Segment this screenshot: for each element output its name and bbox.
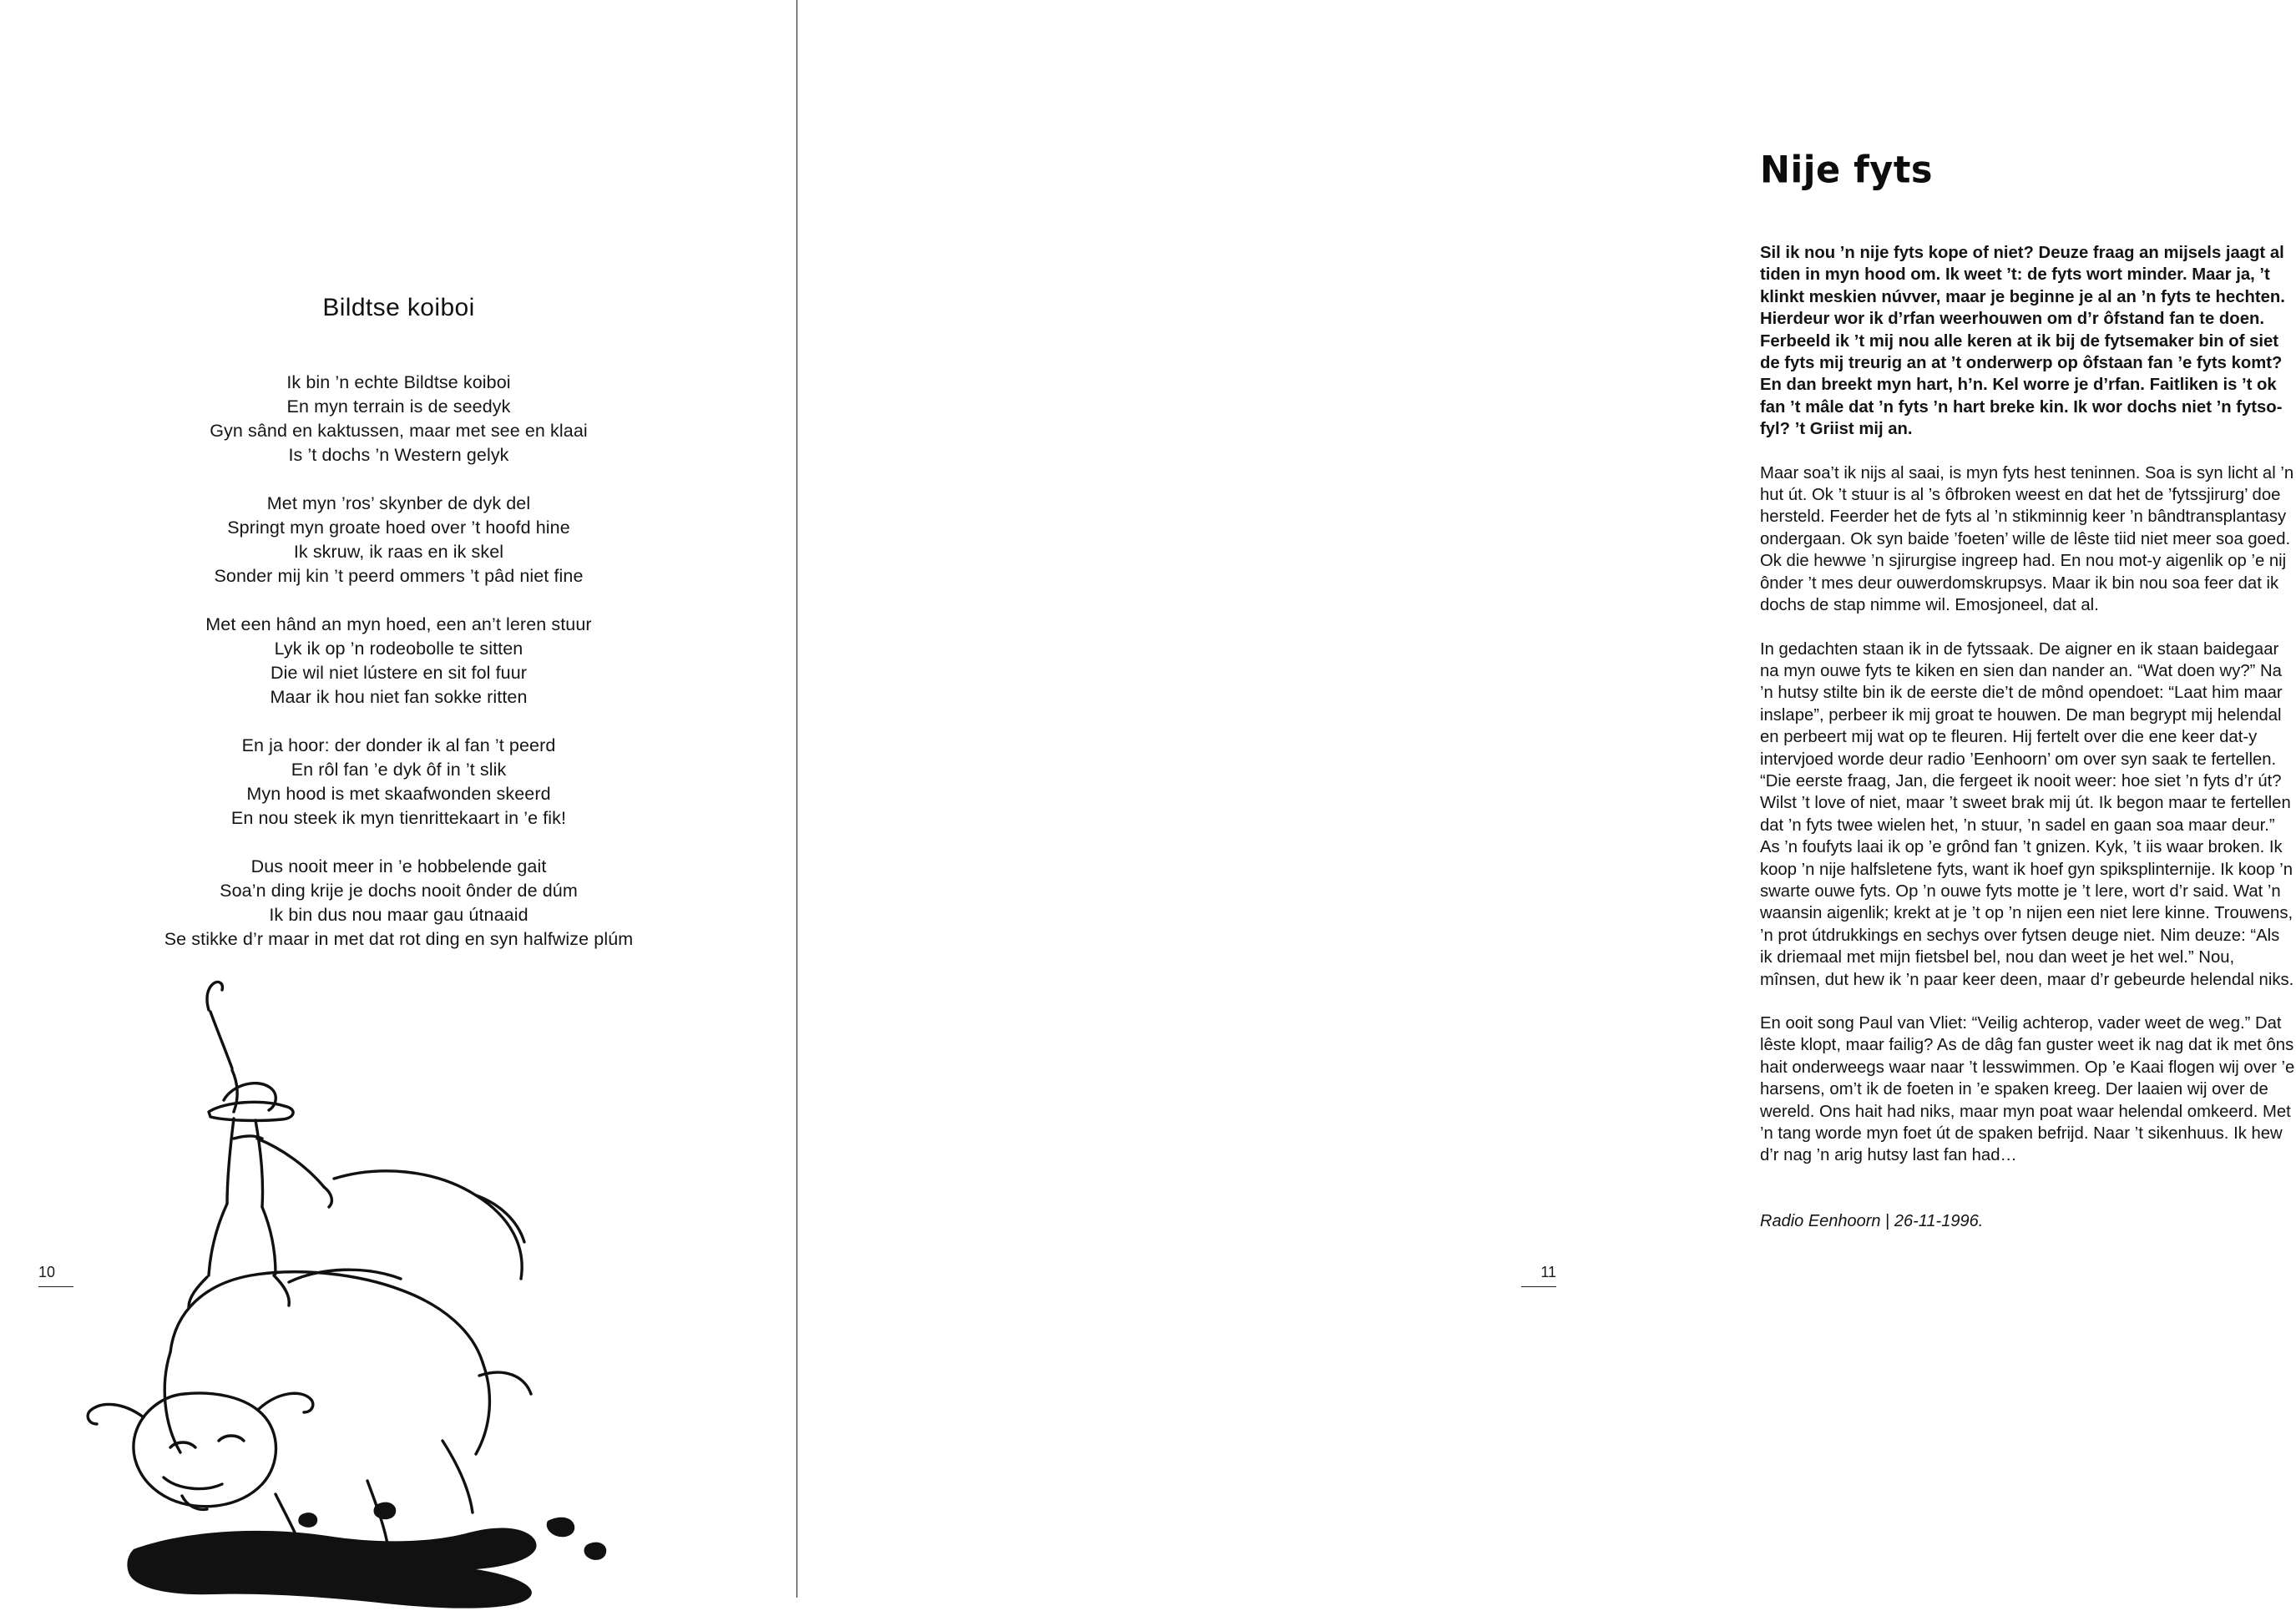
poem-stanza	[0, 371, 797, 467]
article-title: Nije fyts	[1760, 149, 1933, 192]
article-paragraph: Maar soa’t ik nijs al saai, is myn fyts hest teninnen. Soa is syn licht al ’n hut út. Ok ’t stuur is al ’s ôfbroken weest en dat het de ’fytssjirurg’ doe hersteld. Feerder het de fyts al ’n stikminnig keer ’n bândtransplantasy ondergaan. Ok syn baide ’foeten’ wille de lêste tiid niet meer soa goed. Ok die hewwe ’n sjirurgise ingreep had. En nou mot-y aigenlik op ’e nij ônder ’t mes deur ouwerdomskrupsys. Maar ik bin nou soa feer dat ik dochs de stap nimme wil. Emosjoneel, dat al.	[1760, 463, 2294, 615]
article-paragraph: Sil ik nou ’n nije fyts kope of niet? Deuze fraag an mijsels jaagt al tiden in myn hood om. Ik weet ’t: de fyts wort minder. Maar ja, ’t klinkt meskien núvver, maar je beginne je al an ’n fyts te hechten. Hierdeur wor ik d’rfan weerhouwen om d’r ôfstand fan te doen. Ferbeeld ik ’t mij nou alle keren at ik bij de fytsemaker bin of siet de fyts mij treurig an at ’t onderwerp op ôfstaan fan ’e fyts komt? En dan breekt myn hart, h’n. Kel worre je d’rfan. Faitliken is ’t ok fan ’t mâle dat ’n fyts ’n hart breke kin. Ik wor dochs niet ’n fytso-fyl? ’t Griist mij an.	[1760, 244, 2285, 439]
left-page	[0, 0, 797, 1598]
article-paragraph: In gedachten staan ik in de fytssaak. De aigner en ik staan baidegaar na myn ouwe fyts te kiken en sien dan nander an. “Wat doen wy?” Na ’n hutsy stilte bin ik de eerste die’t de mônd opendoet: “Laat him maar inslape”, perbeer ik mij groat te houwen. De man begrypt mij helendal en perbeert mij wat op te fleuren. Hij fertelt over die ene keer dat-y intervjoed worde deur radio ’Eenhoorn’ om over syn saak te fertellen. “Die eerste fraag, Jan, die fergeet ik nooit weer: hoe siet ’n fyts d’r út? Wilst ’t love of niet, maar ’t sweet brak mij út. Ik begon maar te fertellen dat ’n fyts twee wielen het, ’n stuur, ’n sadel en gaan soa maar deur.” As ’n foufyts laai ik op ’e grônd fan ’t gnizen. Kyk, ’t iis waar broken. Ik koop ’n nije halfsletene fyts, want ik hoef gyn spiksplinternije. Ik koop ’n swarte ouwe fyts. Op ’n ouwe fyts motte je ’t lere, wort d’r said. Wat ’n waansin aigenlik; krekt at je ’t op ’n nijen een niet lere kinne. Trouwens, ’n prot útdrukkings en sechys over fytsen deuge niet. Nim deuze: “Als ik driemaal met mijn fietsbel bel, nou dan weet je het wel.” Nou, mînsen, dut hew ik ’n paar keer deen, maar d’r gebeurde helendal niks.	[1760, 639, 2294, 989]
poem-line: Ik bin dus nou maar gau útnaaid	[269, 905, 528, 925]
rodeo-bull-rider-illustration	[83, 960, 651, 1611]
poem-stanza	[0, 492, 797, 588]
poem-line: Se stikke d’r maar in met dat rot ding en syn halfwize plúm	[164, 929, 634, 949]
poem-line: Myn hood is met skaafwonden skeerd	[246, 784, 551, 804]
poem-line: Ik skruw, ik raas en ik skel	[293, 542, 504, 562]
credit-separator: |	[1885, 1211, 1890, 1230]
poem-line: Met een hând an myn hoed, een an’t leren stuur	[205, 614, 592, 634]
poem-line: Maar ik hou niet fan sokke ritten	[270, 687, 528, 707]
poem-line: Soa’n ding krije je dochs nooit ônder de dúm	[220, 881, 578, 901]
poem-line: En rôl fan ’e dyk ôf in ’t slik	[291, 760, 507, 780]
poem-line: Ik bin ’n echte Bildtse koiboi	[286, 372, 511, 392]
poem-line: Dus nooit meer in ’e hobbelende gait	[250, 856, 547, 876]
right-page	[797, 0, 2295, 1598]
poem-line: Met myn ’ros’ skynber de dyk del	[266, 493, 531, 513]
poem-line: Die wil niet lústere en sit fol fuur	[270, 663, 528, 683]
poem-line: Springt myn groate hoed over ’t hoofd hine	[227, 518, 570, 538]
poem-line: En nou steek ik myn tienrittekaart in ’e fik!	[230, 808, 567, 828]
credit-source: Radio Eenhoorn	[1760, 1211, 1881, 1230]
poem-line: Lyk ik op ’n rodeobolle te sitten	[274, 639, 523, 659]
poem-line: Gyn sând en kaktussen, maar met see en klaai	[210, 421, 588, 441]
credit-date: 26-11-1996.	[1894, 1211, 1984, 1230]
page-number-right: 11	[1521, 1264, 1556, 1287]
poem-stanza	[0, 613, 797, 710]
poem-title: Bildtse koiboi	[322, 294, 475, 321]
poem-line: En myn terrain is de seedyk	[286, 396, 511, 417]
article-paragraph: En ooit song Paul van Vliet: “Veilig achterop, vader weet de weg.” Dat lêste klopt, maar failig? As de dâg fan guster weet ik nag dat ik met ôns hait onderweegs waar naar ’t lesswimmen. Op ’e Kaai flogen wij over ’e harsens, om’t ik de foeten in ’e spaken kreeg. Der laaien wij over de wereld. Ons hait had niks, maar myn poat waar helendal omkeerd. Met ’n tang worde myn foet út de spaken befrijd. Naar ’t sikenhuus. Ik hew d’r nag ’n arig hutsy last fan had…	[1760, 1014, 2295, 1165]
poem-stanza	[0, 734, 797, 831]
poem-stanza	[0, 855, 797, 952]
article	[1760, 149, 2296, 1231]
page-number-left: 10	[38, 1264, 73, 1287]
poem-line: Sonder mij kin ’t peerd ommers ’t pâd niet fine	[214, 566, 584, 586]
poem	[0, 294, 797, 952]
poem-line: Is ’t dochs ’n Western gelyk	[288, 445, 509, 465]
poem-line: En ja hoor: der donder ik al fan ’t peerd	[241, 735, 556, 755]
article-credit	[1760, 1212, 2296, 1231]
